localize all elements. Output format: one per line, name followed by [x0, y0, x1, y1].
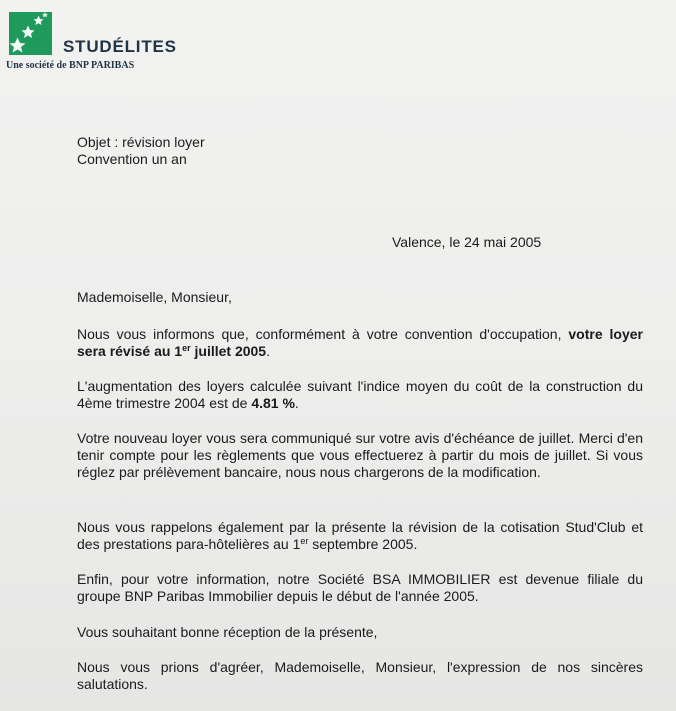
paragraph-studclub: Nous vous rappelons également par la présente la révision de la cotisation Stud'Club et des prestations para-hôtelières au 1er septembre 2005.: [77, 519, 643, 552]
brand-tagline: Une société de BNP PARIBAS: [6, 60, 135, 71]
paragraph-new-rent: Votre nouveau loyer vous sera communiqué sur votre avis d'échéance de juillet. Merci d'en tenir compte pour les règlements que vous effectuerez à partir du mois de juillet. Si vous réglez par prélèvement bancaire, nous nous chargerons de la modification.: [77, 430, 643, 480]
star-icon: [10, 38, 26, 53]
increase-percent: 4.81 %: [251, 395, 295, 411]
paragraph-increase: L'augmentation des loyers calculée suivant l'indice moyen du coût de la construction du 4ème trimestre 2004 est de 4.81 %.: [77, 378, 643, 411]
brand-name: STUDÉLITES: [63, 37, 177, 56]
place-date: Valence, le 24 mai 2005: [392, 234, 542, 250]
superscript: er: [182, 343, 191, 353]
paragraph-text: Nous vous rappelons également par la présente la révision de la cotisation Stud'Club et des prestations para-hôtelières au 1: [77, 519, 643, 552]
subject-block: [77, 134, 205, 168]
star-icon: [42, 12, 48, 17]
superscript: er: [300, 536, 309, 546]
paragraph-bsa-immobilier: Enfin, pour votre information, notre Société BSA IMMOBILIER est devenue filiale du groupe BNP Paribas Immobilier depuis le début de l'année 2005.: [77, 571, 643, 604]
paragraph-text: Nous vous informons que, conformément à votre convention d'occupation,: [77, 326, 562, 342]
revision-date-bold: votre loyer sera révisé au 1er juillet 2005: [77, 326, 644, 359]
paragraph-closing: Nous vous prions d'agréer, Mademoiselle, Monsieur, l'expression de nos sincères salutations.: [77, 659, 643, 692]
star-icon: [34, 16, 44, 26]
paragraph-text: L'augmentation des loyers calculée suivant l'indice moyen du coût de la construction du 4ème trimestre 2004 est de: [77, 378, 643, 411]
convention-line: Convention un an: [77, 151, 187, 167]
salutation: Mademoiselle, Monsieur,: [77, 289, 232, 305]
subject-line: Objet : révision loyer: [77, 134, 205, 150]
star-icon: [22, 26, 35, 39]
paragraph-rent-revision: Nous vous informons que, conformément à votre convention d'occupation, votre loyer sera révisé au 1er juillet 2005.: [77, 326, 644, 359]
bnp-paribas-stars-logo: [9, 12, 52, 55]
paragraph-reception: Vous souhaitant bonne réception de la présente,: [77, 624, 378, 640]
stars-icon: [9, 12, 52, 55]
